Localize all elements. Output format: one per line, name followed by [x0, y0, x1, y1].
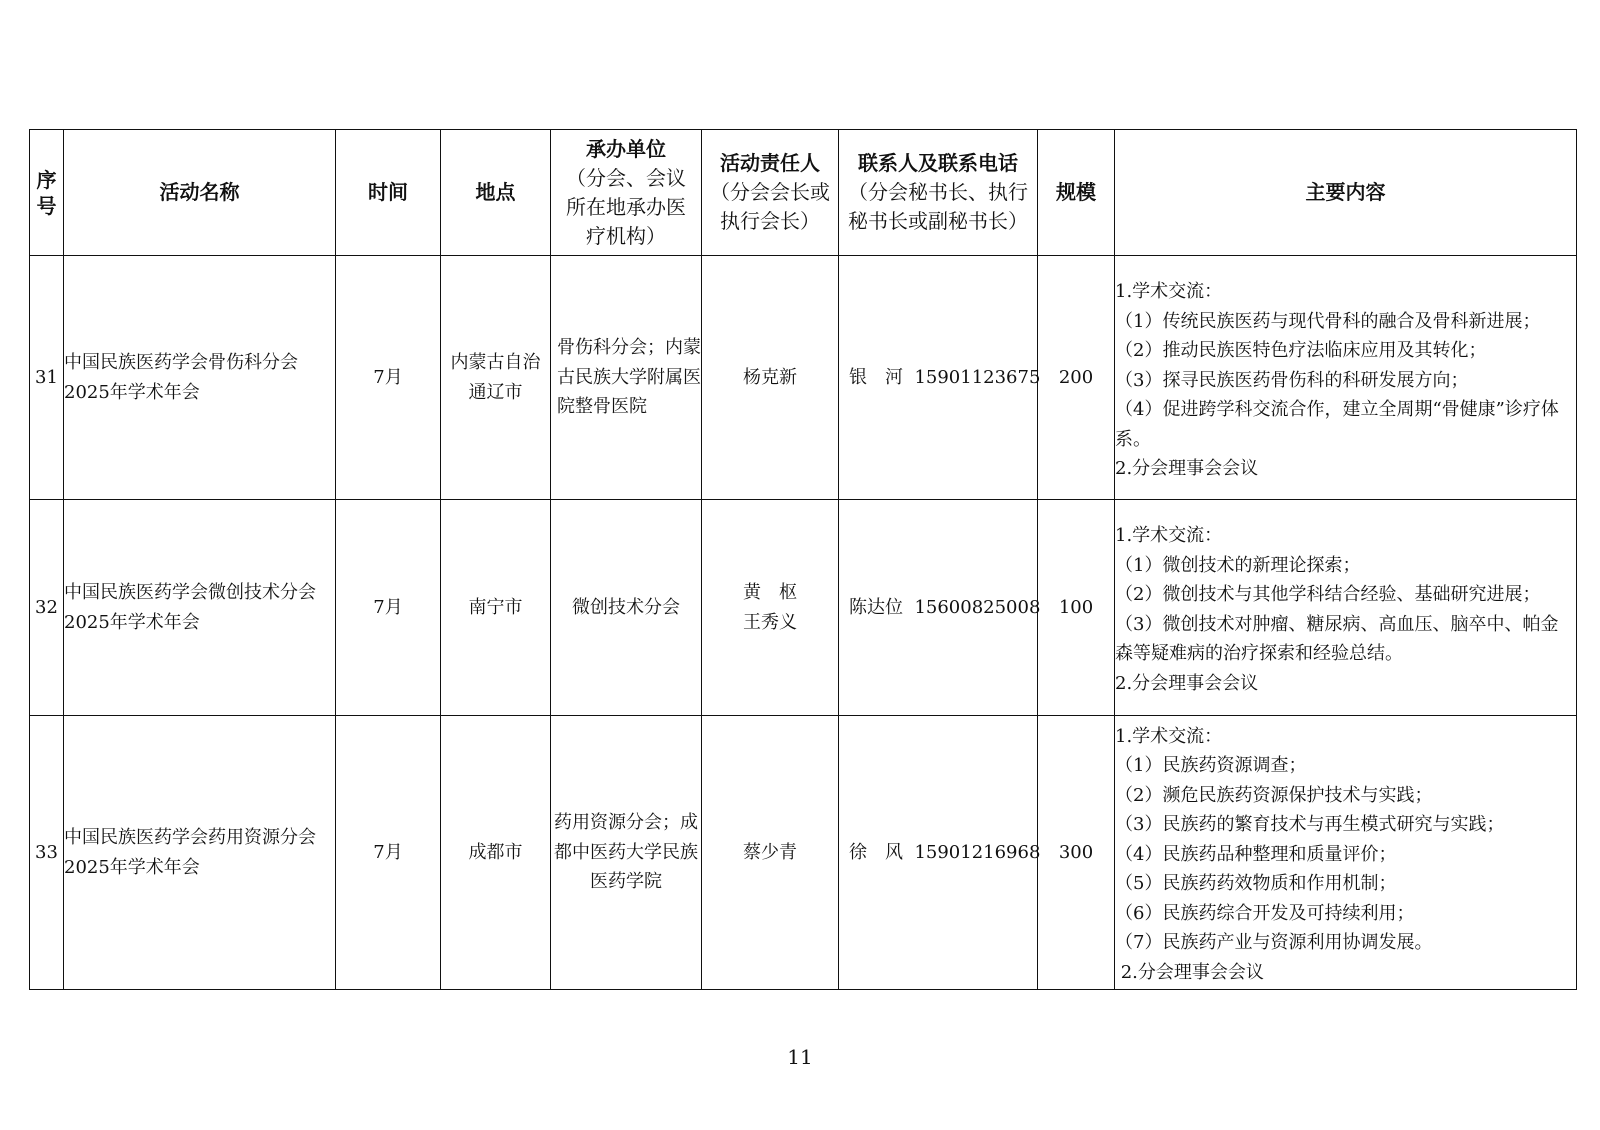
cell-leader: 杨克新 — [702, 256, 839, 500]
cell-host: 微创技术分会 — [551, 500, 702, 716]
content-line: 2.分会理事会会议 — [1115, 672, 1259, 694]
content-line: （7）民族药产业与资源利用协调发展。 — [1115, 932, 1433, 954]
content-line: （3）微创技术对肿瘤、糖尿病、高血压、脑卒中、帕金森等疑难病的治疗探索和经验总结。 — [1115, 613, 1559, 664]
cell-place: 内蒙古自治通辽市 — [441, 256, 551, 500]
content-line: （4）促进跨学科交流合作，建立全周期“骨健康”诊疗体系。 — [1115, 399, 1559, 450]
header-leader — [702, 130, 839, 256]
cell-place: 成都市 — [441, 716, 551, 990]
cell-content — [1115, 500, 1577, 716]
header-scale: 规模 — [1038, 130, 1115, 256]
cell-place: 南宁市 — [441, 500, 551, 716]
content-line: （1）微创技术的新理论探索； — [1115, 554, 1361, 576]
header-host-title: 承办单位 — [586, 136, 666, 161]
table-header-row — [30, 130, 1577, 256]
content-line: （1）传统民族医药与现代骨科的融合及骨科新进展； — [1115, 310, 1541, 332]
cell-contact: 陈达位 15600825008 — [839, 500, 1038, 716]
cell-scale: 200 — [1038, 256, 1115, 500]
table-row — [30, 256, 1577, 500]
header-host-sub: （分会、会议所在地承办医疗机构） — [566, 165, 686, 248]
header-contact-sub: （分会秘书长、执行秘书长或副秘书长） — [848, 180, 1028, 233]
cell-host: 药用资源分会；成都中医药大学民族医药学院 — [551, 716, 702, 990]
cell-contact: 银 河 15901123675 — [839, 256, 1038, 500]
content-line: （6）民族药综合开发及可持续利用； — [1115, 902, 1415, 924]
activity-schedule-table — [29, 129, 1577, 990]
header-leader-sub: （分会会长或执行会长） — [710, 180, 830, 233]
content-line: 2.分会理事会会议 — [1115, 458, 1259, 480]
cell-name: 中国民族医药学会微创技术分会2025年学术年会 — [64, 500, 336, 716]
content-line: 1.学术交流： — [1115, 725, 1223, 747]
header-contact-title: 联系人及联系电话 — [858, 151, 1018, 175]
header-seq: 序号 — [30, 130, 64, 256]
cell-leader: 蔡少青 — [702, 716, 839, 990]
header-name: 活动名称 — [64, 130, 336, 256]
content-line: 1.学术交流： — [1115, 281, 1223, 303]
cell-contact: 徐 风 15901216968 — [839, 716, 1038, 990]
content-line: （2）微创技术与其他学科结合经验、基础研究进展； — [1115, 584, 1541, 605]
page-number: 11 — [787, 1045, 813, 1069]
header-time: 时间 — [336, 130, 441, 256]
content-line: （3）民族药的繁育技术与再生模式研究与实践； — [1115, 814, 1505, 836]
header-place: 地点 — [441, 130, 551, 256]
cell-host: 骨伤科分会；内蒙古民族大学附属医院整骨医院 — [551, 256, 702, 500]
header-leader-title: 活动责任人 — [720, 151, 820, 175]
content-line: （5）民族药药效物质和作用机制； — [1115, 873, 1397, 895]
cell-content — [1115, 716, 1577, 990]
content-line: （2）濒危民族药资源保护技术与实践； — [1115, 784, 1433, 806]
cell-seq: 32 — [30, 500, 64, 716]
content-line: 1.学术交流： — [1115, 525, 1223, 546]
cell-time: 7月 — [336, 716, 441, 990]
cell-name: 中国民族医药学会药用资源分会2025年学术年会 — [64, 716, 336, 990]
cell-leader: 黄 枢 王秀义 — [702, 500, 839, 716]
content-line: （2）推动民族医特色疗法临床应用及其转化； — [1115, 340, 1487, 362]
content-line: （1）民族药资源调查； — [1115, 755, 1307, 777]
content-line: 2.分会理事会会议 — [1115, 961, 1264, 983]
table-row — [30, 716, 1577, 990]
header-contact — [839, 130, 1038, 256]
cell-content — [1115, 256, 1577, 500]
content-line: （4）民族药品种整理和质量评价； — [1115, 843, 1397, 865]
cell-time: 7月 — [336, 500, 441, 716]
header-host — [551, 130, 702, 256]
cell-scale: 100 — [1038, 500, 1115, 716]
cell-seq: 33 — [30, 716, 64, 990]
content-line: （3）探寻民族医药骨伤科的科研发展方向； — [1115, 369, 1469, 391]
table-row — [30, 500, 1577, 716]
cell-time: 7月 — [336, 256, 441, 500]
header-content: 主要内容 — [1115, 130, 1577, 256]
cell-seq: 31 — [30, 256, 64, 500]
cell-name: 中国民族医药学会骨伤科分会2025年学术年会 — [64, 256, 336, 500]
cell-scale: 300 — [1038, 716, 1115, 990]
